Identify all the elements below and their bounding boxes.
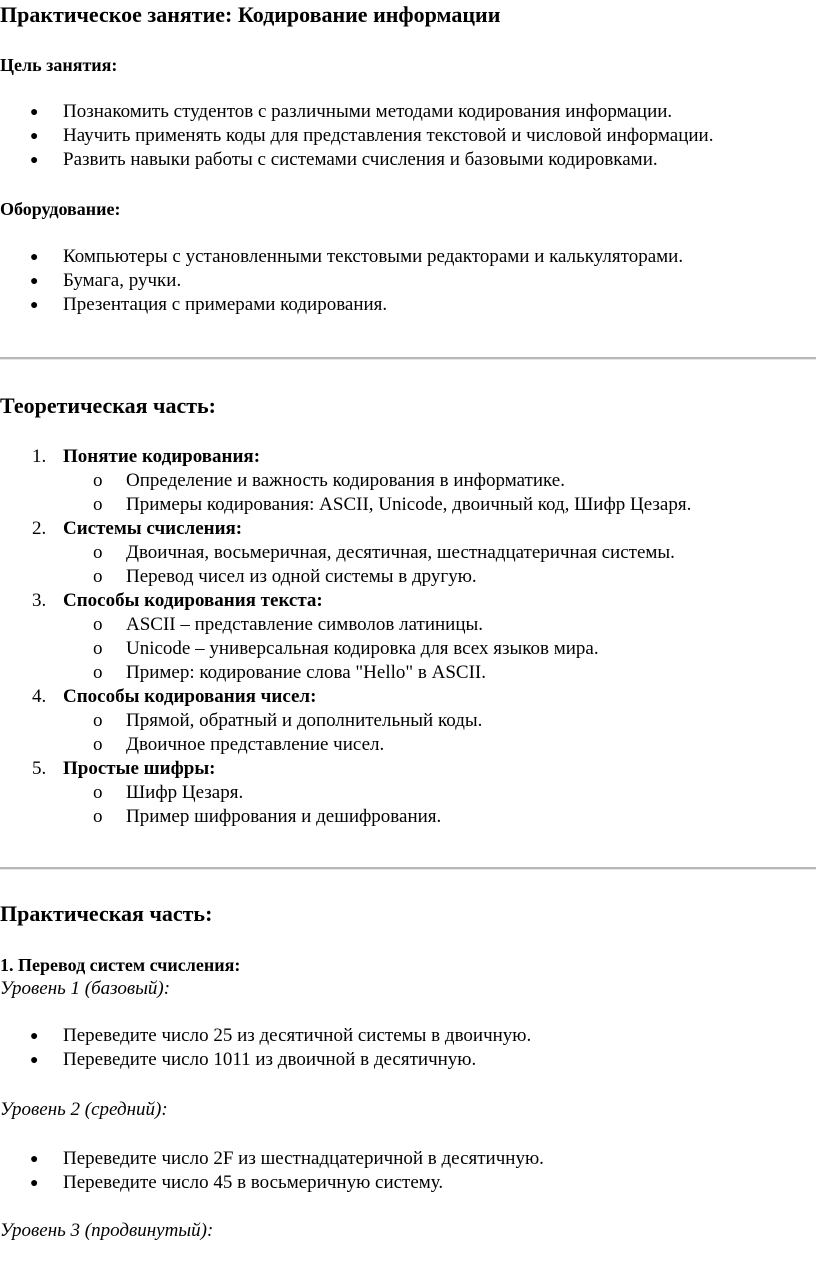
task-heading: 1. Перевод систем счисления:: [0, 955, 241, 975]
practice-heading: Практическая часть:: [0, 901, 213, 926]
bullet-icon: ●: [30, 105, 39, 120]
list-item: Презентация с примерами кодирования.: [63, 294, 388, 315]
goal-heading: Цель занятия:: [0, 55, 118, 75]
bullet-icon: ●: [30, 298, 39, 313]
bullet-icon: ●: [30, 153, 39, 168]
list-item: Двоичная, восьмеричная, десятичная, шестнадцатеричная системы.: [126, 542, 675, 563]
circle-bullet-icon: o: [93, 710, 103, 731]
list-item: Шифр Цезаря.: [126, 782, 244, 803]
theory-section-title: Понятие кодирования:: [63, 446, 261, 467]
bullet-icon: ●: [30, 129, 39, 144]
level-label: Уровень 3 (продвинутый):: [0, 1220, 214, 1241]
circle-bullet-icon: o: [93, 806, 103, 827]
bullet-icon: ●: [30, 274, 39, 289]
bullet-icon: ●: [30, 1053, 39, 1068]
list-number: 2.: [32, 518, 47, 539]
horizontal-rule: [0, 867, 816, 870]
bullet-icon: ●: [30, 1029, 39, 1044]
circle-bullet-icon: o: [93, 542, 103, 563]
bullet-icon: ●: [30, 250, 39, 265]
circle-bullet-icon: o: [93, 662, 103, 683]
theory-section-title: Способы кодирования чисел:: [63, 686, 317, 707]
page-title: Практическое занятие: Кодирование информации: [0, 2, 501, 27]
bullet-icon: ●: [30, 1176, 39, 1191]
circle-bullet-icon: o: [93, 614, 103, 635]
list-item: Перевод чисел из одной системы в другую.: [126, 566, 477, 587]
list-number: 4.: [32, 686, 47, 707]
list-number: 3.: [32, 590, 47, 611]
list-item: Познакомить студентов с различными методами кодирования информации.: [63, 101, 673, 122]
circle-bullet-icon: o: [93, 734, 103, 755]
theory-section-title: Простые шифры:: [63, 758, 216, 779]
level-label: Уровень 1 (базовый):: [0, 978, 171, 999]
horizontal-rule: [0, 357, 816, 360]
equipment-heading: Оборудование:: [0, 199, 121, 219]
list-item: Пример: кодирование слова "Hello" в ASCII.: [126, 662, 486, 683]
list-item: Переведите число 1011 из двоичной в десятичную.: [63, 1049, 477, 1070]
list-item: Двоичное представление чисел.: [126, 734, 385, 755]
level-label: Уровень 2 (средний):: [0, 1099, 168, 1120]
list-item: Научить применять коды для представления текстовой и числовой информации.: [63, 125, 714, 146]
list-item: Пример шифрования и дешифрования.: [126, 806, 442, 827]
list-item: Развить навыки работы с системами счисления и базовыми кодировками.: [63, 149, 658, 170]
list-item: Переведите число 2F из шестнадцатеричной в десятичную.: [63, 1148, 544, 1169]
bullet-icon: ●: [30, 1152, 39, 1167]
list-item: Компьютеры с установленными текстовыми редакторами и калькуляторами.: [63, 246, 684, 267]
theory-section-title: Системы счисления:: [63, 518, 243, 539]
theory-section-title: Способы кодирования текста:: [63, 590, 323, 611]
list-item: Прямой, обратный и дополнительный коды.: [126, 710, 483, 731]
circle-bullet-icon: o: [93, 566, 103, 587]
list-item: ASCII – представление символов латиницы.: [126, 614, 484, 635]
list-item: Бумага, ручки.: [63, 270, 182, 291]
circle-bullet-icon: o: [93, 494, 103, 515]
list-item: Определение и важность кодирования в информатике.: [126, 470, 565, 491]
list-number: 1.: [32, 446, 47, 467]
list-item: Переведите число 25 из десятичной системы в двоичную.: [63, 1025, 532, 1046]
list-item: Примеры кодирования: ASCII, Unicode, двоичный код, Шифр Цезаря.: [126, 494, 692, 515]
circle-bullet-icon: o: [93, 470, 103, 491]
list-item: Переведите число 45 в восьмеричную систему.: [63, 1172, 444, 1193]
circle-bullet-icon: o: [93, 782, 103, 803]
list-number: 5.: [32, 758, 47, 779]
circle-bullet-icon: o: [93, 638, 103, 659]
theory-heading: Теоретическая часть:: [0, 393, 216, 418]
list-item: Unicode – универсальная кодировка для всех языков мира.: [126, 638, 599, 659]
